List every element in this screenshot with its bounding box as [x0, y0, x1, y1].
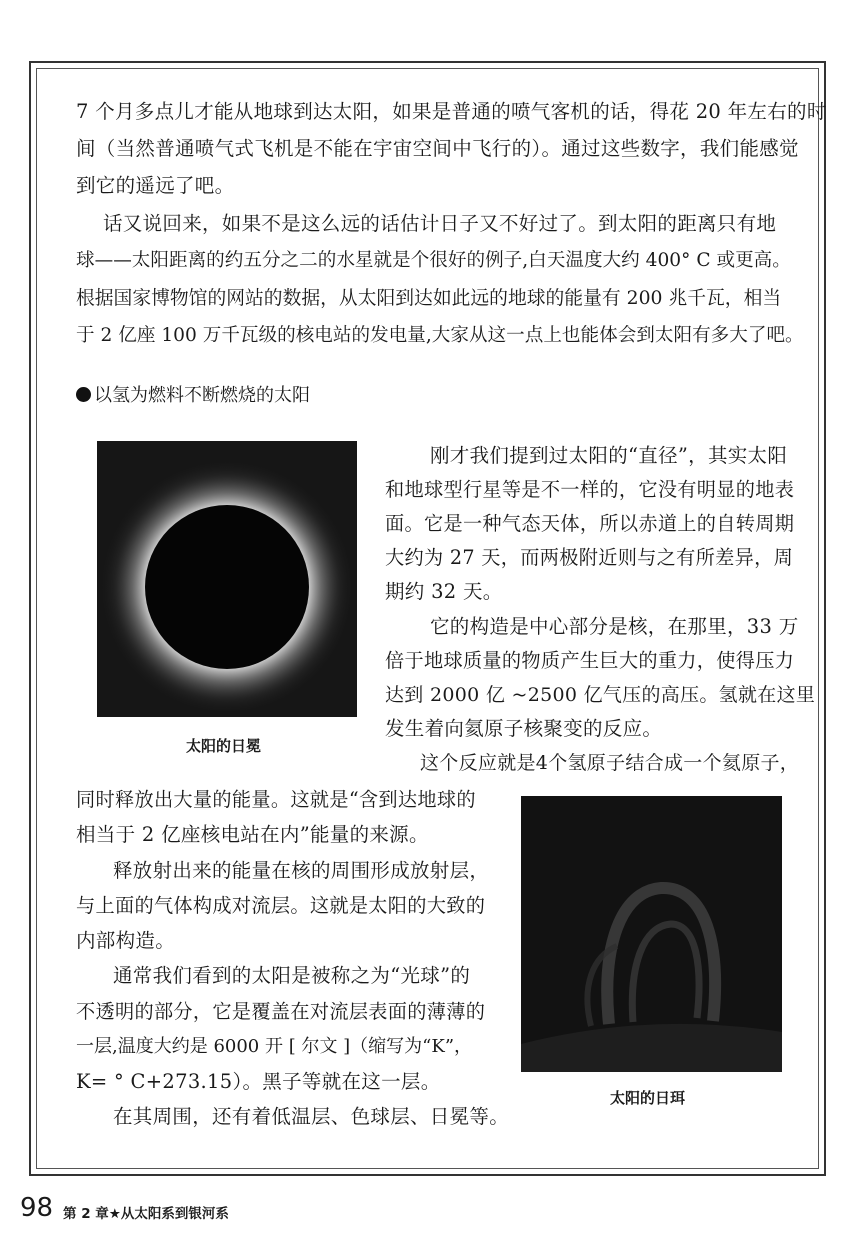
text-line: 相当于 2 亿座核电站在内”能量的来源。 — [76, 823, 429, 846]
text-line: 一层,温度大约是 6000 开 [ 尔文 ]（缩写为“K”， — [76, 1036, 473, 1057]
text-line: 于 2 亿座 100 万千瓦级的核电站的发电量,大家从这一点上也能体会到太阳有多大了吧。 — [76, 325, 804, 346]
text-line: 它的构造是中心部分是核，在那里，33 万 — [430, 615, 799, 638]
section-heading — [76, 383, 310, 409]
corona-caption: 太阳的日冕 — [186, 737, 262, 755]
text-line: 7 个月多点儿才能从地球到达太阳，如果是普通的喷气客机的话，得花 20 年左右的时 — [76, 100, 827, 123]
text-line: 通常我们看到的太阳是被称之为“光球”的 — [113, 964, 471, 987]
text-line: 释放射出来的能量在核的周围形成放射层， — [113, 859, 490, 882]
text-line: 大约为 27 天，而两极附近则与之有所差异，周 — [385, 546, 794, 569]
text-line: 这个反应就是4个氢原子结合成一个氦原子， — [420, 752, 800, 774]
solar-prominence-icon — [521, 796, 782, 1072]
text-line: 发生着向氦原子核聚变的反应。 — [385, 717, 663, 740]
text-line: 达到 2000 亿 ~2500 亿气压的高压。氢就在这里 — [385, 684, 816, 706]
text-line: 内部构造。 — [76, 929, 176, 952]
text-line: 话又说回来，如果不是这么远的话估计日子又不好过了。到太阳的距离只有地 — [103, 212, 777, 235]
text-line: 到它的遥远了吧。 — [76, 174, 235, 197]
text-line: 间（当然普通喷气式飞机是不能在宇宙空间中飞行的）。通过这些数字，我们能感觉 — [76, 137, 799, 160]
text-line: 刚才我们提到过太阳的“直径”，其实太阳 — [430, 444, 788, 467]
chapter-title: 第 2 章★从太阳系到银河系 — [63, 1206, 229, 1222]
text-line: 期约 32 天。 — [385, 580, 503, 603]
prominence-caption: 太阳的日珥 — [610, 1089, 686, 1107]
text-line: 根据国家博物馆的网站的数据，从太阳到达如此远的地球的能量有 200 兆千瓦，相当 — [76, 288, 782, 309]
bullet-icon — [76, 387, 91, 402]
text-line: 倍于地球质量的物质产生巨大的重力，使得压力 — [385, 649, 795, 672]
solar-corona-icon — [97, 441, 357, 717]
section-heading-text: 以氢为燃料不断燃烧的太阳 — [94, 385, 310, 406]
page-number: 98 — [20, 1193, 54, 1223]
text-line: 在其周围，还有着低温层、色球层、日冕等。 — [113, 1105, 510, 1128]
text-line: 和地球型行星等是不一样的，它没有明显的地表 — [385, 478, 795, 501]
text-line: 与上面的气体构成对流层。这就是太阳的大致的 — [76, 894, 486, 917]
prominence-photo — [521, 796, 782, 1072]
text-line: 球——太阳距离的约五分之二的水星就是个很好的例子,白天温度大约 400° C 或更高。 — [76, 250, 791, 271]
text-line: 同时释放出大量的能量。这就是“含到达地球的 — [76, 788, 476, 811]
corona-photo — [97, 441, 357, 717]
text-line: 面。它是一种气态天体，所以赤道上的自转周期 — [385, 512, 795, 535]
text-line: K= ° C+273.15）。黑子等就在这一层。 — [76, 1070, 441, 1093]
text-line: 不透明的部分，它是覆盖在对流层表面的薄薄的 — [76, 1000, 486, 1023]
